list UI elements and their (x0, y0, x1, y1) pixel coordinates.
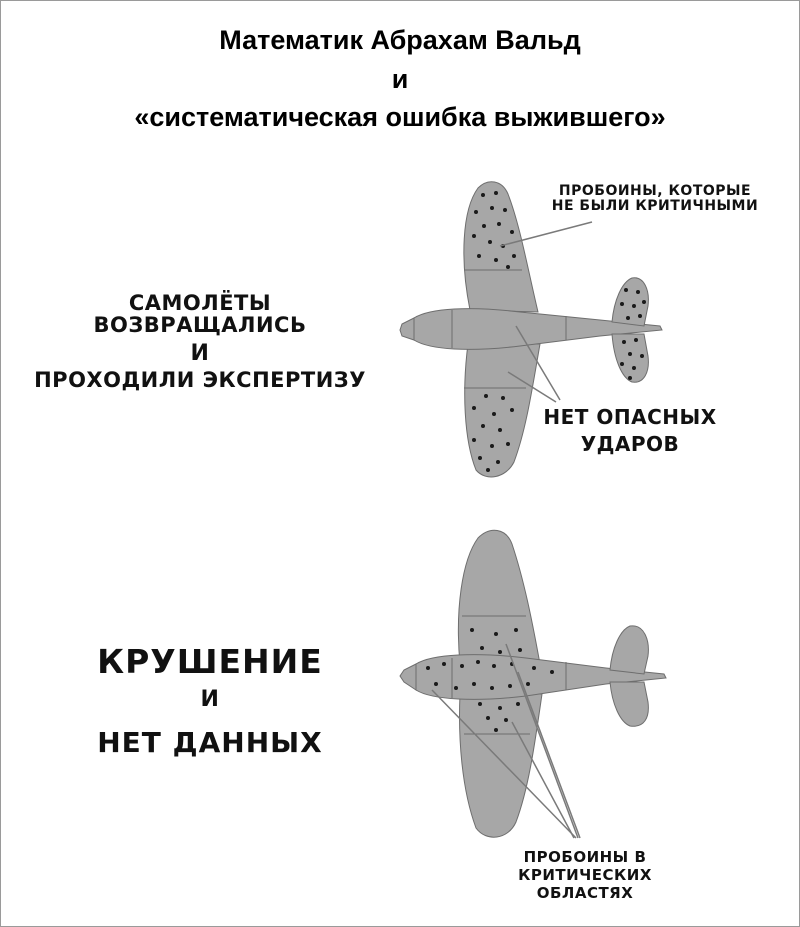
critical-holes-note (500, 848, 670, 902)
critical-note-line-3: ОБЛАСТЯХ (536, 884, 634, 902)
noncritical-note-line-1: ПРОБОИНЫ, КОТОРЫЕ (558, 183, 752, 199)
title-line-2: и (391, 64, 409, 94)
top-plane-tail-lower (612, 334, 648, 382)
no-dangerous-hits-note (535, 407, 725, 455)
bottom-plane-lower-wing (460, 694, 542, 837)
returned-line-2: И (190, 341, 210, 367)
crash-label: КРУШЕНИЕ (97, 642, 323, 681)
top-plane-lower-wing (465, 344, 540, 477)
returned-planes-label (20, 292, 380, 391)
returned-line-3: ПРОХОДИЛИ ЭКСПЕРТИЗУ (34, 368, 366, 393)
no-data-label: НЕТ ДАННЫХ (97, 726, 323, 759)
bottom-plane-tail-upper (610, 626, 648, 674)
critical-note-line-2: КРИТИЧЕСКИХ (518, 866, 652, 884)
bottom-plane (400, 530, 666, 838)
noncritical-note-line-2: НЕ БЫЛИ КРИТИЧНЫМИ (551, 197, 759, 214)
title-line-1: Математик Абрахам Вальд (219, 25, 581, 55)
critical-note-line-1: ПРОБОИНЫ В (523, 848, 647, 866)
safe-note-line-2: УДАРОВ (580, 432, 680, 456)
title-line-3: «систематическая ошибка выжившего» (134, 102, 666, 132)
safe-note-line-1: НЕТ ОПАСНЫХ (543, 405, 717, 429)
noncritical-holes-note (535, 184, 775, 213)
bottom-plane-upper-wing (458, 530, 540, 664)
top-plane-nose (400, 318, 414, 340)
crash-and-label: И (200, 687, 220, 712)
bottom-plane-tail-lower (610, 682, 648, 726)
returned-line-1: САМОЛЁТЫ ВОЗВРАЩАЛИСЬ (93, 291, 307, 338)
top-plane-upper-wing (464, 182, 538, 312)
bottom-plane-nose (400, 664, 416, 690)
